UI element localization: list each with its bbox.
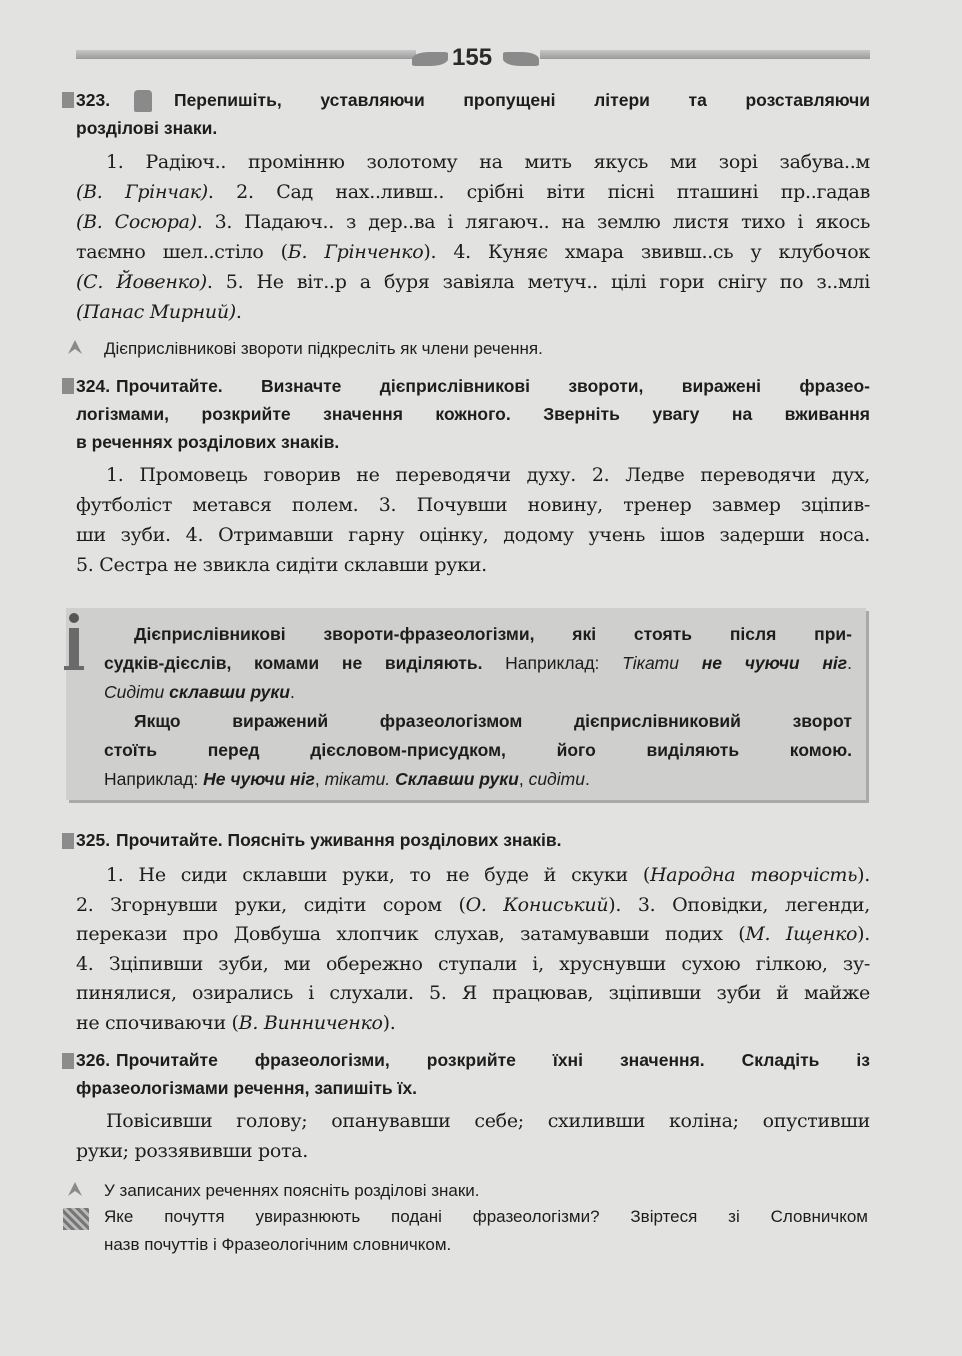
text-segment: пинялися, озирались і слухали. 5. Я працював, зціпивши зуби й майже — [76, 982, 870, 1004]
pen-icon — [134, 90, 152, 112]
text-line — [76, 207, 870, 237]
text-segment: стоїть перед дієсловом-присудком, його виділяють комою. — [104, 740, 852, 760]
text-line — [76, 979, 870, 1009]
text-segment: Прочитайте фразеологізми, розкрийте їхні значення. Складіть із — [116, 1050, 870, 1070]
text-line — [104, 707, 852, 736]
text-line — [76, 550, 870, 580]
text-line — [76, 1106, 870, 1136]
exercise-number: 323. — [76, 90, 111, 110]
exercise-marker — [62, 833, 74, 849]
exercise-number: 325. — [76, 830, 111, 850]
text-line — [76, 861, 870, 891]
text-line — [76, 147, 870, 177]
text-segment: перекази про Довбуша хлопчик слухав, затамувавши подих ( — [76, 923, 746, 945]
exercise-number: 324. — [76, 376, 111, 396]
text-segment: (Панас Мирний) — [76, 301, 236, 323]
exercise-323-heading — [76, 86, 870, 142]
text-segment: футболіст метався полем. 3. Почувши новину, тренер завмер зціпив- — [76, 494, 870, 516]
dictionary-icon — [63, 1208, 89, 1230]
text-line — [76, 920, 870, 950]
exercise-323-number-row — [76, 86, 110, 114]
pencil-arrow-icon — [66, 338, 84, 356]
text-segment: (В. Сосюра) — [76, 211, 197, 233]
text-segment: , — [314, 769, 325, 789]
text-line — [104, 649, 852, 678]
exercise-326-note: У записаних реченнях поясніть розділові знаки. — [104, 1181, 480, 1200]
text-line — [76, 1009, 870, 1039]
info-i-icon — [64, 612, 84, 672]
text-segment: 1. Промовець говорив не переводячи духу. 2. Ледве переводячи дух, — [106, 464, 870, 486]
text-segment: В. Винниченко — [238, 1011, 383, 1034]
exercise-326-text — [76, 1106, 870, 1166]
text-segment: Б. Грінченко — [287, 241, 424, 263]
text-segment: 5. Сестра не звикла сидіти склавши руки. — [76, 554, 487, 576]
text-segment: , — [518, 769, 529, 789]
text-segment: . 2. Сад нах..ливш.. срібні віти пісні пташині пр..гадав — [207, 181, 870, 203]
text-segment: Повісивши голову; опанувавши себе; схиливши коліна; опустивши — [106, 1110, 870, 1132]
exercise-325-heading — [76, 826, 870, 854]
text-segment: . — [847, 653, 852, 673]
text-line — [104, 620, 852, 649]
text-segment: Прочитайте. Визначте дієприслівникові звороти, виражені фразео- — [116, 376, 870, 396]
text-segment: ). — [857, 923, 871, 945]
text-line — [104, 1231, 868, 1259]
text-segment: сидіти — [528, 769, 585, 789]
text-line — [76, 1136, 870, 1166]
text-segment: 1. Радіюч.. промінню золотому на мить якусь ми зорі забува..м — [106, 151, 870, 173]
text-line — [104, 678, 852, 707]
text-segment: фразеологізмами речення, запишіть їх. — [76, 1078, 418, 1098]
text-segment: склавши руки — [169, 682, 290, 702]
text-segment: не чуючи ніг — [701, 653, 848, 673]
text-segment: тікати. — [324, 769, 396, 789]
text-segment: Склавши руки — [395, 769, 519, 789]
header-rule-left — [76, 50, 416, 59]
text-line — [76, 891, 870, 921]
text-segment: в реченнях розділових знаків. — [76, 432, 340, 452]
exercise-325-text — [76, 861, 870, 1038]
text-segment: ). — [857, 864, 870, 886]
text-line — [76, 1074, 870, 1102]
exercise-marker — [62, 92, 74, 108]
text-line — [104, 765, 852, 794]
text-line — [76, 428, 870, 456]
text-segment: . — [235, 301, 242, 323]
text-segment: руки; роззявивши рота. — [76, 1140, 308, 1162]
text-segment: назв почуттів і Фразеологічним словничком. — [104, 1235, 452, 1254]
header-rule-right — [540, 50, 870, 59]
rule-info-text — [104, 620, 852, 794]
text-segment: 4. Зціпивши зуби, ми обережно ступали і, хруснувши сухою гілкою, зу- — [76, 952, 870, 975]
text-line — [76, 114, 870, 142]
text-segment: логізмами, розкрийте значення кожного. Зверніть увагу на вживання — [76, 404, 870, 424]
ornament-left — [412, 52, 448, 66]
text-segment: Сидіти — [104, 682, 170, 702]
text-segment: (В. Грінчак) — [76, 181, 208, 203]
text-segment: ши зуби. 4. Отримавши гарну оцінку, додому учень ішов задерши носа. — [76, 524, 870, 546]
text-line — [76, 297, 870, 327]
text-segment: 1. Не сиди склавши руки, то не буде й скуки ( — [106, 864, 650, 886]
text-line — [76, 400, 870, 428]
text-line — [76, 86, 870, 114]
exercise-326-heading — [76, 1046, 870, 1102]
text-segment: . 3. Падаюч.. з дер..ва і лягаюч.. на землю листя тихо і якось — [196, 211, 870, 233]
text-line — [76, 826, 870, 854]
text-line — [76, 177, 870, 207]
text-segment: Наприклад: — [482, 653, 623, 673]
text-segment: Не чуючи ніг — [203, 769, 315, 789]
text-line — [104, 736, 852, 765]
exercise-number: 326. — [76, 1050, 111, 1070]
text-segment: О. Кониський — [465, 893, 609, 916]
text-line — [76, 520, 870, 550]
text-segment: Якщо виражений фразеологізмом дієприслівниковий зворот — [134, 711, 852, 731]
text-line — [76, 950, 870, 980]
text-segment: Тікати — [622, 653, 702, 673]
exercise-marker — [62, 1053, 74, 1069]
text-segment: . 5. Не віт..р а буря завіяла метуч.. цілі гори снігу по з..млі — [206, 271, 870, 293]
text-segment: ). 4. Куняє хмара звивш..сь у клубочок — [423, 241, 870, 263]
text-line — [104, 1203, 868, 1231]
text-line — [76, 460, 870, 490]
text-segment: не спочиваючи ( — [76, 1011, 239, 1034]
text-segment: судків-дієслів, комами не виділяють. — [104, 653, 483, 673]
exercise-323-note: Дієприслівникові звороти підкресліть як члени речення. — [104, 339, 543, 358]
text-segment: таємно шел..стіло ( — [76, 241, 288, 263]
text-line — [76, 1046, 870, 1074]
text-segment: . — [289, 682, 295, 702]
text-line — [76, 237, 870, 267]
exercise-324-heading — [76, 372, 870, 456]
text-segment: розділові знаки. — [76, 118, 218, 138]
page-number: 155 — [452, 44, 493, 71]
text-line — [76, 490, 870, 520]
text-segment: М. Іщенко — [745, 923, 858, 945]
exercise-marker — [62, 378, 74, 394]
text-segment: Перепишіть, уставляючи пропущені літери та розставляючи — [174, 90, 870, 110]
exercise-326-question — [104, 1203, 868, 1259]
ornament-right — [503, 52, 539, 66]
text-segment: Народна творчість — [649, 864, 858, 886]
exercise-323-text — [76, 147, 870, 327]
text-segment: Прочитайте. Поясніть уживання розділових знаків. — [116, 830, 562, 850]
text-segment: ). — [382, 1011, 396, 1034]
text-line — [76, 267, 870, 297]
exercise-324-text — [76, 460, 870, 580]
text-segment: ). 3. Оповідки, легенди, — [608, 893, 870, 916]
text-segment: Яке почуття увиразнюють подані фразеологізми? Звіртеся зі Словничком — [104, 1207, 868, 1226]
text-segment: . — [584, 769, 590, 789]
text-segment: Дієприслівникові звороти-фразеологізми, які стоять після при- — [134, 624, 852, 644]
text-segment: Наприклад: — [104, 769, 204, 789]
text-line — [76, 372, 870, 400]
pencil-arrow-icon — [66, 1180, 84, 1198]
text-segment: 2. Згорнувши руки, сидіти сором ( — [76, 893, 466, 916]
text-segment: (С. Йовенко) — [76, 271, 207, 293]
